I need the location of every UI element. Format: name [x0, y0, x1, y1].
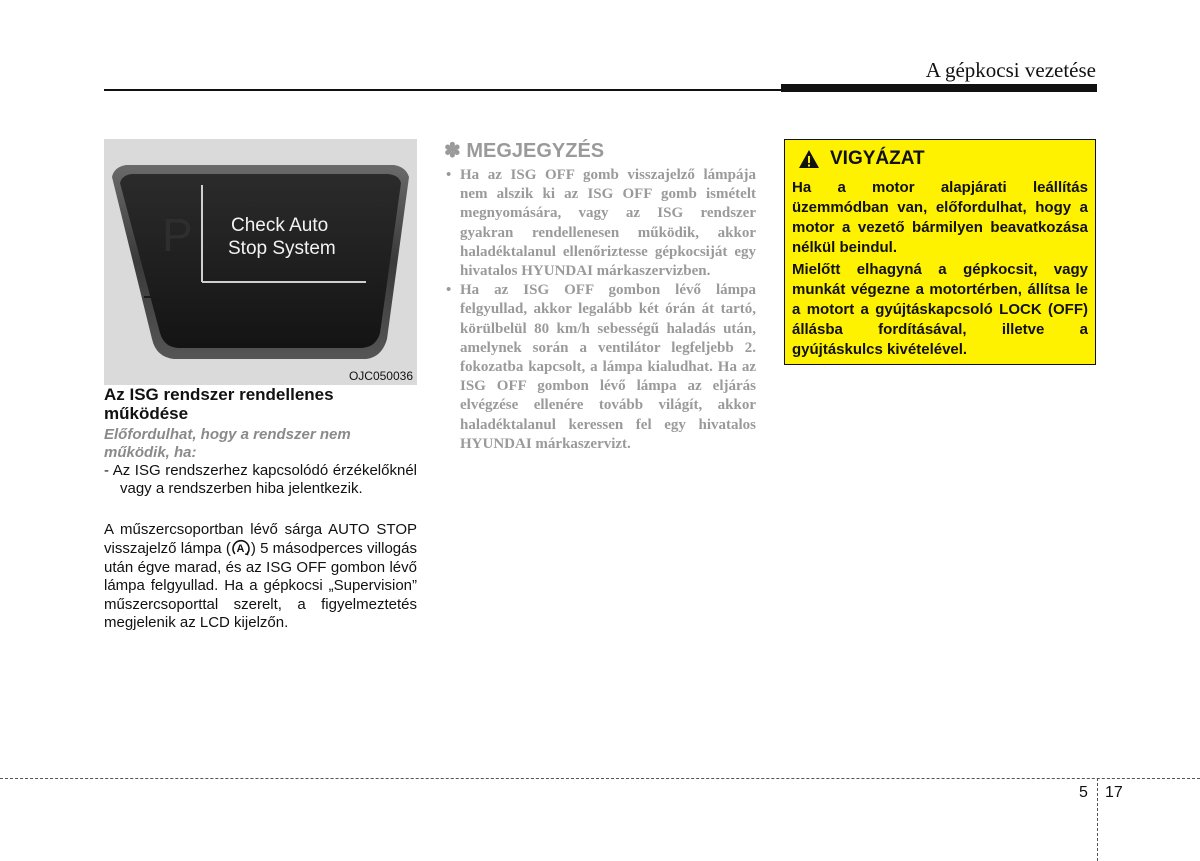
p-gear-glyph: P	[162, 209, 193, 261]
warning-paragraph: Ha a motor alapjárati leállítás üzemmódban van, előfordulhat, hogy a motor a vezető bármilyen beavatkozása nélkül beindul.	[792, 179, 1088, 256]
warning-triangle-icon	[798, 149, 820, 169]
lcd-display-illustration	[104, 139, 417, 385]
note-item: • Ha az ISG OFF gombon lévő lámpa felgyullad, akkor legalább két órán át tartó, körülbelül 80 km/h sebességű haladás után, amelynek során a ventilátor legfeljebb 2. fokozatba kapcsolt, a lámpa kialudhat. Ha az ISG OFF gombon lévő lámpa az eljárás elvégzése ellenére tovább világít, akkor haladéktalanul keressen fel egy hivatalos HYUNDAI márkaszervizt.	[444, 281, 756, 454]
auto-stop-indicator-icon	[231, 539, 251, 557]
header-rule-thin	[104, 89, 784, 91]
warning-box	[784, 139, 1096, 365]
section-paragraph	[104, 521, 417, 632]
footer-vertical-dashed-rule	[1097, 778, 1098, 861]
paragraph-text-before-icon: A műszercsoportban lévő sárga AUTO STOP visszajelző lámpa (	[104, 521, 417, 558]
paragraph-text-after-icon: ) 5 másodperces villogás után égve marad, és az ISG OFF gombon lévő lámpa felgyullad. Ha a gépkocsi „Supervision” műszercsoporttal szerelt, a figyelmeztetés megjelenik az LCD kijelzőn.	[104, 540, 417, 632]
section-bullet-list	[104, 462, 417, 499]
section-subtitle: Előfordulhat, hogy a rendszer nem működik, ha:	[104, 426, 351, 461]
display-line-2: Stop System	[228, 238, 336, 259]
list-item: - Az ISG rendszerhez kapcsolódó érzékelőknél vagy a rendszerben hiba jelentkezik.	[104, 462, 417, 498]
warning-header	[792, 148, 1088, 170]
auto-stop-icon-letter: A	[236, 543, 245, 556]
section-title: Az ISG rendszer rendellenes működése	[104, 385, 334, 423]
page-number: 17	[1105, 784, 1123, 801]
note-item: • Ha az ISG OFF gomb visszajelző lámpája nem alszik ki az ISG OFF gomb ismételt megnyomására, vagy az ISG rendszer gyakran rendellenesen működik, akkor haladéktalanul ellenőriztesse gépkocsiját egy hivatalos HYUNDAI márkaszervizben.	[444, 166, 756, 281]
warning-paragraph: Mielőtt elhagyná a gépkocsit, vagy munkát végezne a motortérben, állítsa le a motort a gyújtáskapcsoló LOCK (OFF) állásba fordításával, illetve a gyújtáskulcs kivételével.	[792, 261, 1088, 358]
warning-title: VIGYÁZAT	[830, 148, 925, 169]
footer-dashed-rule	[0, 778, 1200, 779]
note-title: ✽ MEGJEGYZÉS	[444, 140, 605, 162]
page-header-title: A gépkocsi vezetése	[925, 58, 1096, 82]
chapter-number: 5	[1079, 784, 1088, 801]
display-line-1: Check Auto	[231, 215, 329, 236]
note-list	[444, 166, 756, 454]
header-rule-thick	[781, 84, 1097, 92]
photo-caption: OJC050036	[348, 369, 413, 383]
dashboard-photo	[104, 139, 417, 385]
